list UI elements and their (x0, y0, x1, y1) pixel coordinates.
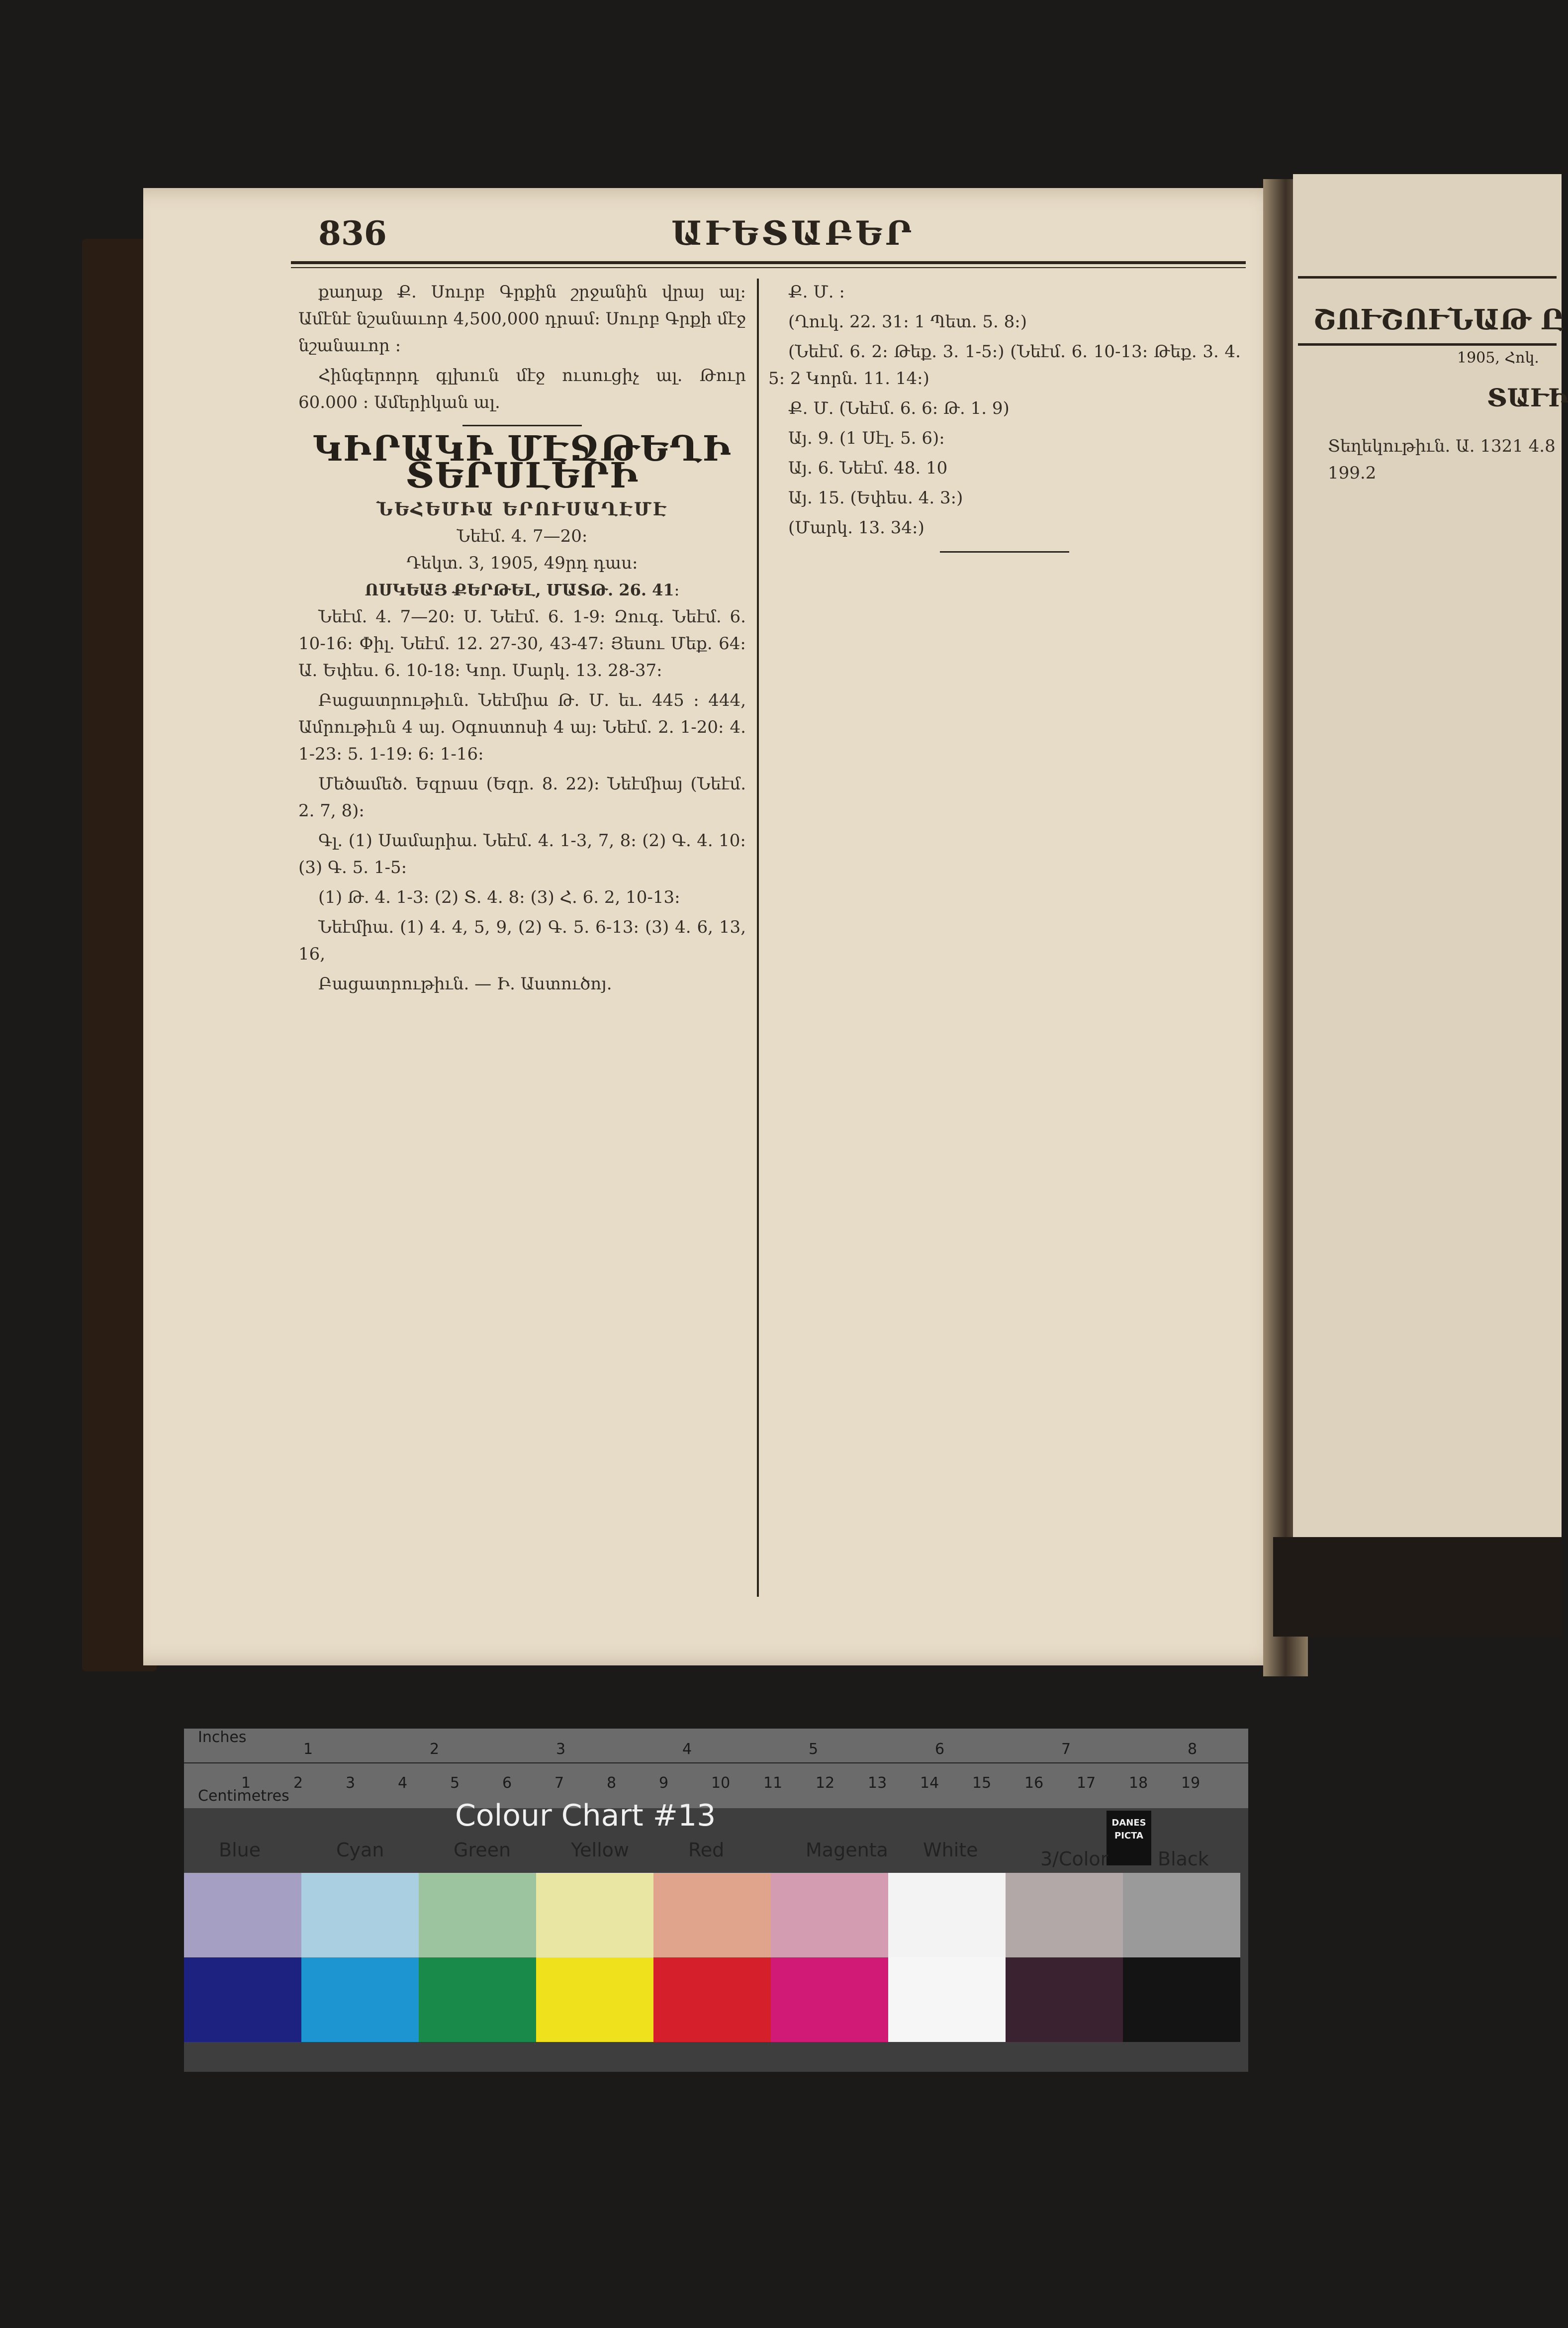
paragraph: Նեէմ. 4. 7—20։ Ս. Նեէմ. 6. 1-9։ Զուգ. Նեէմ. 6. 10-16։ Փիլ. Նեէմ. 12. 27-30, 43-47։ Յեսու Մեք. 64։ Ա. Եփես. 6. 10-18։ Կոր. Մարկ. 13. 28-37։ (298, 607, 746, 680)
colour-swatch (1006, 1873, 1123, 1957)
right-page-title: ՇՈՒՇՈՒՆԱԹ Ը (1313, 303, 1564, 336)
inch-tick: 7 (1061, 1741, 1071, 1758)
colour-chart (184, 1729, 1248, 2072)
colour-swatch (419, 1873, 536, 1957)
cm-tick: 15 (972, 1774, 992, 1792)
paragraph: Ք. Մ. ։ (788, 282, 845, 302)
colour-swatch (653, 1957, 771, 2042)
cm-tick: 1 (241, 1774, 251, 1792)
cm-tick: 14 (920, 1774, 939, 1792)
inch-tick: 4 (682, 1741, 692, 1758)
article-title: ԿԻՐԱԿԻ ՄԷՋԹԵՂԻ ՏԵՐՍԼԵՐԻ (313, 428, 732, 496)
left-column (298, 279, 746, 1000)
ruler (184, 1729, 1248, 1808)
cm-tick: 4 (398, 1774, 408, 1792)
paragraph: Գլ. (1) Սամարիա. Նեէմ. 4. 1-3, 7, 8։ (2) Գ. 4. 10։ (3) Գ. 5. 1-5։ (298, 831, 746, 877)
inch-tick: 6 (935, 1741, 945, 1758)
book-cover-right (1273, 1537, 1562, 1637)
swatch-label: Black (1158, 1848, 1209, 1870)
paragraph: Բացատրութիւն. — Ի. Աստուծոյ. (318, 974, 612, 994)
inch-tick: 2 (430, 1741, 440, 1758)
cm-tick: 18 (1129, 1774, 1148, 1792)
cm-tick: 16 (1024, 1774, 1044, 1792)
subheading: ՆԵՀԵՄԻԱ ԵՐՈՒՍԱՂԷՄԷ (376, 499, 668, 520)
paragraph: Այ. 15. (Եփես. 4. 3։) (788, 488, 963, 508)
colour-swatch (1123, 1873, 1240, 1957)
paragraph: Բացատրութիւն. Նեէմիա Թ. Մ. եւ. 445 ։ 444, Ամրութիւն 4 այ. Օգոստոսի 4 այ։ Նեէմ. 2. 1-20։ 4. 1-23։ 5. 1-19։ 6։ 1-16։ (298, 690, 746, 764)
right-page-date: 1905, Հոկ. (1457, 349, 1539, 367)
colour-swatch (653, 1873, 771, 1957)
ruler-line (184, 1762, 1248, 1763)
swatch-label: Red (688, 1839, 725, 1861)
divider (462, 425, 582, 426)
colour-swatch (301, 1957, 419, 2042)
right-page-section: ՏԱՒԻ (1487, 383, 1568, 412)
paragraph: Ք. Մ. (Նեէմ. 6. 6։ Թ. 1. 9) (788, 398, 1010, 418)
paragraph: Այ. 6. Նեէմ. 48. 10 (788, 458, 948, 478)
colour-swatch (536, 1957, 653, 2042)
paragraph: (Մարկ. 13. 34։) (788, 518, 924, 538)
colour-swatch (771, 1873, 888, 1957)
colour-swatch (184, 1873, 301, 1957)
head-rule-thin (291, 267, 1246, 268)
cm-tick: 3 (346, 1774, 356, 1792)
right-page-rule (1298, 276, 1557, 279)
reference: Նեէմ. 4. 7—20։ (457, 526, 588, 546)
cm-tick: 6 (502, 1774, 512, 1792)
date-line: Դեկտ. 3, 1905, 49րդ դաս։ (406, 553, 638, 573)
swatch-label: Yellow (571, 1839, 629, 1861)
running-head: ԱՒԵՏԱԲԵՐ (671, 214, 915, 253)
swatch-label: Magenta (806, 1839, 888, 1861)
inch-tick: 8 (1188, 1741, 1198, 1758)
paragraph: (Նեէմ. 6. 2։ Թեք. 3. 1-5։) (Նեէմ. 6. 10-13։ Թեք. 3. 4. 5։ 2 Կորն. 11. 14։) (768, 342, 1241, 388)
colour-swatch (771, 1957, 888, 2042)
cm-tick: 17 (1077, 1774, 1096, 1792)
colour-swatch (888, 1873, 1006, 1957)
swatch-label: Cyan (336, 1839, 384, 1861)
cm-tick: 2 (293, 1774, 303, 1792)
cm-tick: 9 (659, 1774, 669, 1792)
paragraph: (Ղուկ. 22. 31։ 1 Պետ. 5. 8։) (788, 312, 1027, 332)
golden-text: ՈՍԿԵԱՅ ՔԵՐԹԵԼ, ՄԱՏԹ. 26. 41։ (365, 581, 680, 599)
chart-title: Colour Chart #13 (455, 1798, 716, 1833)
right-column (768, 279, 1241, 563)
paragraph: Նեէմիա. (1) 4. 4, 5, 9, (2) Գ. 5. 6-13։ (3) 4. 6, 13, 16, (298, 917, 746, 964)
column-rule (757, 279, 759, 1597)
swatch-label: White (923, 1839, 978, 1861)
colour-swatch (184, 1957, 301, 2042)
ruler-inches-label: Inches (198, 1729, 247, 1746)
cm-tick: 7 (554, 1774, 564, 1792)
cm-tick: 19 (1181, 1774, 1200, 1792)
daniel-picta-logo: DANES PICTA (1107, 1811, 1151, 1865)
ruler-cm-label: Centimetres (198, 1787, 289, 1805)
intro-paragraph: քաղաք Ք. Սուրբ Գրքին շրջանին վրայ ալ: Ամէնէ նշանաւոր 4,500,000 դրամ։ Սուրբ Գրքի մէջ նշանաւոր ։ (298, 282, 746, 356)
paragraph: Մեծամեծ. Եզրաս (Եզր. 8. 22)։ Նեէմիայ (Նեէմ. 2. 7, 8)։ (298, 774, 746, 821)
cm-tick: 10 (711, 1774, 731, 1792)
colour-swatch (1123, 1957, 1240, 2042)
paragraph: (1) Թ. 4. 1-3։ (2) Տ. 4. 8։ (3) Հ. 6. 2, 10-13։ (318, 887, 680, 907)
cm-tick: 5 (450, 1774, 460, 1792)
intro-paragraph: Հինգերորդ գլխուն մէջ ուսուցիչ ալ. Թուր 60.000 ։ Ամերիկան ալ. (298, 366, 746, 412)
inch-tick: 5 (809, 1741, 819, 1758)
cm-tick: 8 (607, 1774, 617, 1792)
inch-tick: 3 (556, 1741, 566, 1758)
colour-swatch (1006, 1957, 1123, 2042)
colour-swatch (536, 1873, 653, 1957)
colour-swatch (301, 1873, 419, 1957)
colour-swatch (419, 1957, 536, 2042)
colour-swatch (888, 1957, 1006, 2042)
page-number: 836 (318, 214, 387, 253)
cm-tick: 13 (868, 1774, 887, 1792)
head-rule (291, 261, 1246, 264)
right-page-body: Տեղեկութիւն. Ա. 1321 4.8 199.2 (1328, 436, 1556, 483)
end-divider (940, 551, 1069, 553)
swatch-label: Blue (219, 1839, 261, 1861)
cm-tick: 12 (816, 1774, 835, 1792)
cm-tick: 11 (763, 1774, 783, 1792)
paragraph: Այ. 9. (1 Սէլ. 5. 6)։ (788, 428, 945, 448)
right-page (1293, 174, 1562, 1537)
right-page-rule (1298, 343, 1557, 346)
inch-tick: 1 (303, 1741, 313, 1758)
swatch-label: 3/Color (1040, 1848, 1108, 1870)
swatch-label: Green (454, 1839, 511, 1861)
